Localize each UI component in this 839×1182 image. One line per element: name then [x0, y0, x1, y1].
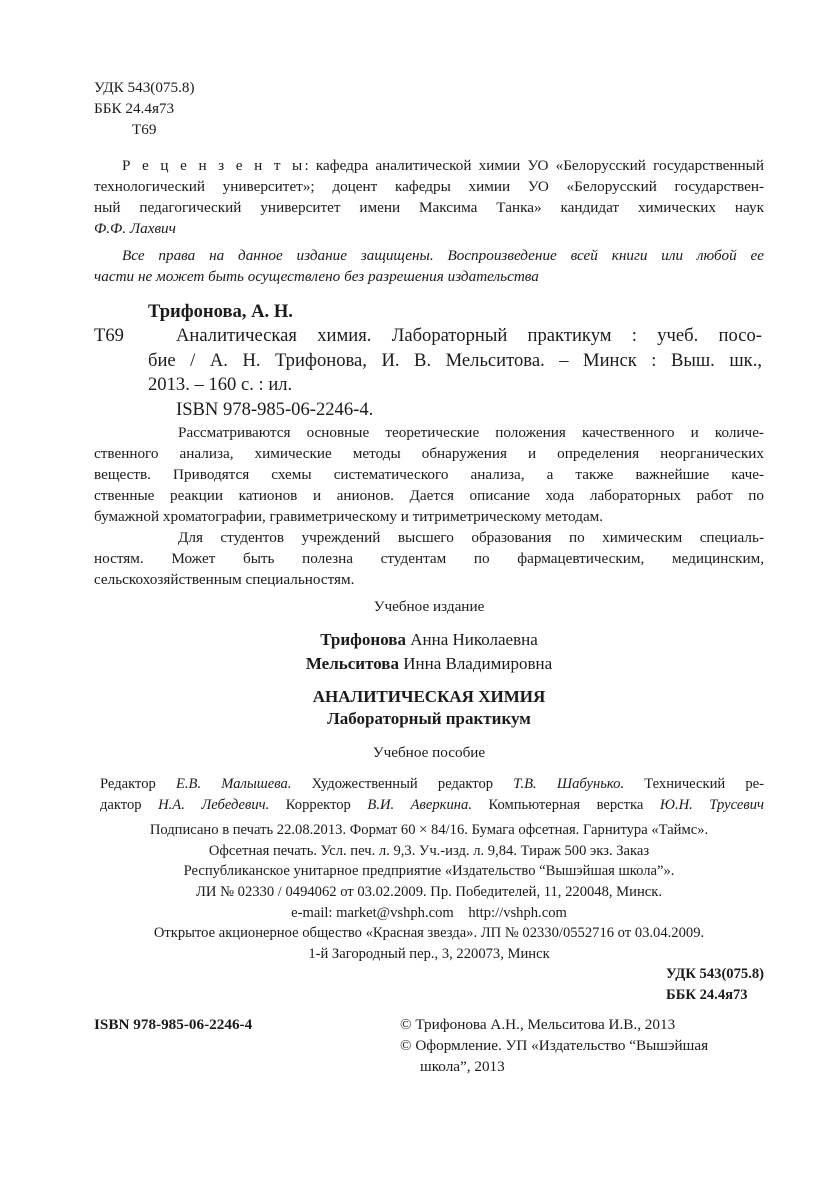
reviewers-line-2: технологический университет»; доцент кафедры химии УО «Белорусский государствен- — [94, 178, 764, 195]
author-mark-top: Т69 — [132, 121, 157, 138]
publisher-line-1: Республиканское унитарное предприятие «Издательство “Вышэйшая школа”». — [183, 863, 675, 879]
publisher-line-2: ЛИ № 02330 / 0494062 от 03.02.2009. Пр. Победителей, 11, 220048, Минск. — [195, 884, 662, 900]
annotation-line: бумажной хроматографии, гравиметрическому и титриметрическому методам. — [94, 508, 604, 525]
annotation-line: Рассматриваются основные теоретические положения качественного и количе- — [178, 424, 764, 441]
annotation-line: ственные реакции катионов и анионов. Дается описание хода лабораторных работ по — [94, 487, 764, 504]
annotation-line: сельскохозяйственным специальностям. — [94, 571, 355, 588]
layout-artist-name: Ю.Н. Трусевич — [659, 797, 764, 813]
printer-line-2: 1-й Загородный пер., 3, 220073, Минск — [308, 946, 550, 962]
author-1-name: Анна Николаевна — [410, 630, 538, 649]
authors-block — [94, 628, 764, 676]
rights-notice — [94, 245, 764, 287]
catalog-description — [148, 324, 762, 422]
author-2-name: Инна Владимировна — [403, 654, 553, 673]
publisher-info — [94, 861, 764, 924]
copyright-authors: © Трифонова А.Н., Мельситова И.В., 2013 — [400, 1016, 676, 1033]
annotation-line: ственного анализа, химические методы обнаружения и определения неорганических — [94, 445, 764, 462]
catalog-mark: Т69 — [94, 325, 124, 346]
print-info — [94, 820, 764, 862]
catalog-author: Трифонова, А. Н. — [148, 301, 293, 322]
udk-code: УДК 543(075.8) — [94, 79, 195, 96]
book-subtitle: Лабораторный практикум — [327, 709, 531, 728]
reviewers-label: Р е ц е н з е н т ы — [122, 157, 305, 174]
rights-line-1: Все права на данное издание защищены. Воспроизведение всей книги или любой ее — [122, 247, 764, 264]
printer-info — [94, 923, 764, 965]
tech-editor-name: Н.А. Лебедевич. — [158, 797, 270, 813]
reviewers-line-1: кафедра аналитической химии УО «Белорусский государственный — [315, 157, 764, 174]
rights-line-2: части не может быть осуществлено без разрешения издательства — [94, 268, 539, 285]
book-title: АНАЛИТИЧЕСКАЯ ХИМИЯ — [312, 687, 546, 706]
catalog-isbn: ISBN 978-985-06-2246-4. — [176, 398, 374, 420]
publisher-url: http://vshph.com — [468, 905, 567, 921]
bottom-udk: УДК 543(075.8) — [666, 966, 764, 982]
book-type: Учебное пособие — [372, 744, 486, 761]
author-2-surname: Мельситова — [305, 654, 399, 673]
editor-name: Е.В. Малышева. — [175, 776, 292, 792]
bottom-classification — [666, 964, 764, 1006]
book-title-block — [94, 686, 764, 730]
bottom-bbk: ББК 24.4я73 — [666, 987, 748, 1003]
copyright-design: © Оформление. УП «Издательство “Вышэйшая — [400, 1037, 709, 1054]
annotation-line: веществ. Приводятся схемы систематического анализа, а также важнейшие каче- — [94, 466, 764, 483]
print-info-line-2: Офсетная печать. Усл. печ. л. 9,3. Уч.-изд. л. 9,84. Тираж 500 экз. Заказ — [208, 843, 650, 859]
annotation-line: ностям. Может быть полезна студентам по фармацевтическим, медицинским, — [94, 550, 764, 567]
edition-type: Учебное издание — [373, 598, 485, 615]
catalog-title-line-3: 2013. – 160 с. : ил. — [148, 374, 293, 395]
annotation — [94, 422, 764, 590]
catalog-title-line-2: бие / А. Н. Трифонова, И. В. Мельситова. – Минск : Выш. шк., — [148, 349, 762, 371]
annotation-line: Для студентов учреждений высшего образования по химическим специаль- — [178, 529, 764, 546]
catalog-title-line-1: Аналитическая химия. Лабораторный практикум : учеб. посо- — [176, 325, 762, 346]
bottom-isbn: ISBN 978-985-06-2246-4 — [94, 1016, 253, 1033]
copyright-block — [400, 1014, 764, 1077]
printer-line-1: Открытое акционерное общество «Красная звезда». ЛП № 02330/0552716 от 03.04.2009. — [153, 925, 705, 941]
bbk-code: ББК 24.4я73 — [94, 100, 175, 117]
art-editor-name: Т.В. Шабунько. — [513, 776, 625, 792]
reviewer-name: Ф.Ф. Лахвич — [94, 220, 176, 237]
corrector-name: В.И. Аверкина. — [367, 797, 472, 813]
print-info-line-1: Подписано в печать 22.08.2013. Формат 60 × 84/16. Бумага офсетная. Гарнитура «Таймс». — [149, 822, 709, 838]
copyright-design-cont: школа”, 2013 — [420, 1058, 505, 1075]
reviewers-line-3: ный педагогический университет имени Максима Танка» кандидат химических наук — [94, 199, 764, 216]
classification-header — [94, 77, 764, 119]
publisher-email: e-mail: market@vshph.com — [291, 905, 454, 921]
staff-credits: Редактор Е.В. Малышева. Художественный редактор Т.В. Шабунько. Технический ре- дактор Н.А. Лебедевич. Корректор В.И. Аверкина. Компьютерная верстка Ю.Н. Трусевич — [100, 776, 765, 813]
author-1-surname: Трифонова — [320, 630, 406, 649]
reviewers-block: Р е ц е н з е н т ы: кафедра аналитической химии УО «Белорусский государственный технологический университет»; доцент кафедры химии УО «Белорусский государствен- ный педагогический университет имени Максима Танка» кандидат химических наук Ф.Ф. Лахвич — [94, 157, 764, 237]
